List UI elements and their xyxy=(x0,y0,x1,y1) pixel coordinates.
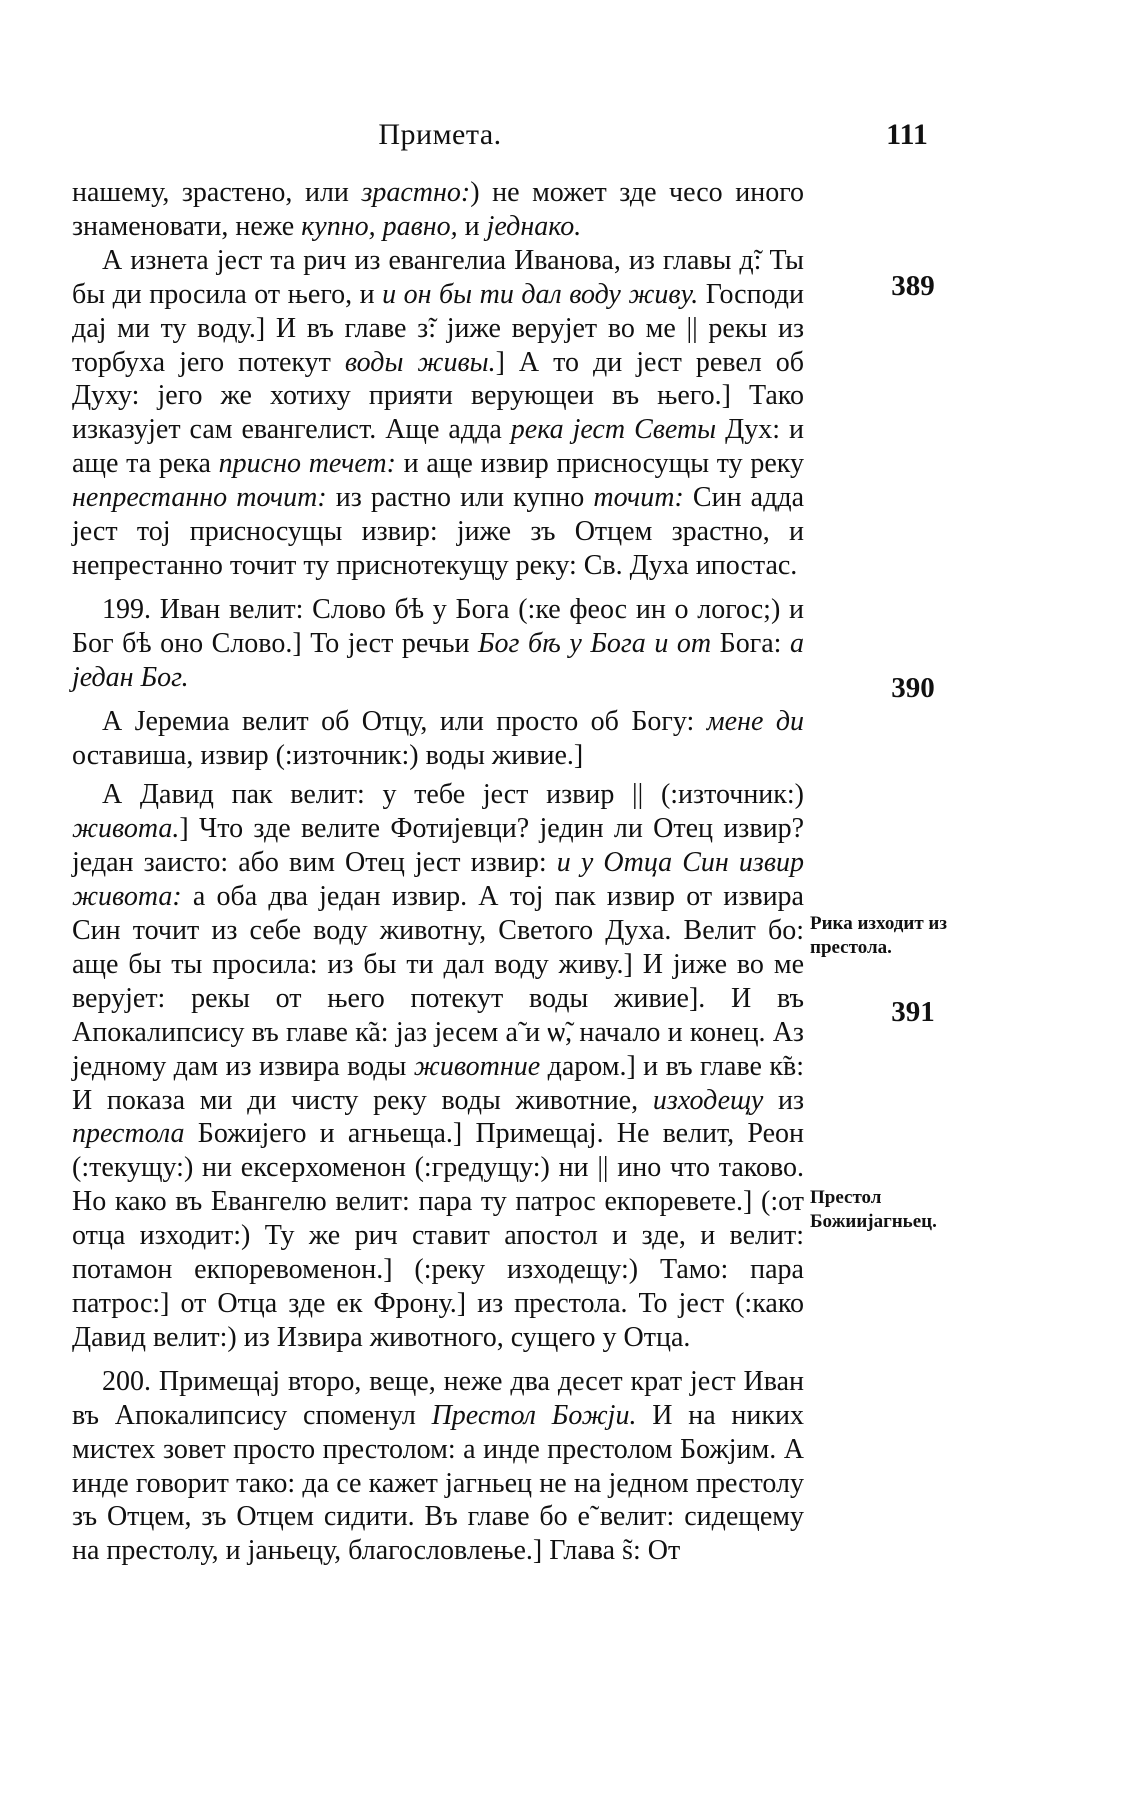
margin-number-389: 389 xyxy=(891,270,935,302)
running-title: Примета. xyxy=(378,118,502,151)
margin-number-390: 390 xyxy=(891,672,935,704)
paragraph-199: 199. Иван велит: Слово бѣ у Бога (:ке феос ин о логос;) и Бог бѣ оно Слово.] То јест речьи Бог бѣ у Бога и от Бога: а један Бог. xyxy=(72,593,804,693)
paragraph-200: 200. Примещај второ, веще, неже два десет крат јест Иван въ Апокалипсису споменул Престол Божји. И на никих мистех зовет просто престолом: а инде престолом Божјим. А инде говорит тако: да се кажет јагньец не на једном престолу зъ Отцем, зъ Отцем сидити. Въ главе бо е̃ велит: сидещему на престолу, и јаньецу, благословлење.] Глава s̃: От xyxy=(72,1365,804,1567)
paragraph-david: А Давид пак велит: у тебе јест извир || (:източник:) живота.] Что зде велите Фотијевци? једин ли Отец извир? један заисто: або вим Отец јест извир: и у Отца Син извир живота: а оба два један извир. А тој пак извир от извира Син точит из себе воду животну, Светого Духа. Велит бо: аще бы ты просила: из бы ти дал воду живу.] И јиже во ме верујет: рекы от њего потекут воды живие]. И въ Апокалипсису въ главе к̃а: јаз јесем а̃ и ѡ̃, начало и конец. Аз једному дам из извира воды животние даром.] и въ главе к̃в: И показа ми ди чисту реку воды животние, изходещу из престола Божијего и агньеща.] Примещај. Не велит, Реон (:текущу:) ни ексерхоменон (:гредущу:) ни || ино что таково. Но како въ Евангелю велит: пара ту патрос екпоревете.] (:от отца изходит:) Ту же рич ставит апостол и зде, и велит: потамон екпоревоменон.] (:реку изходещу:) Тамо: пара патрос:] от Отца зде ек Фрону.] из престола. То јест (:како Давид велит:) из Извира животного, сущего у Отца. xyxy=(72,779,805,1353)
page-number: 111 xyxy=(886,118,928,151)
paragraph-continuation: нашему, зрастено, или зрастно:) не может зде чесо иного знаменовати, неже купно, равно, и једнако. xyxy=(72,177,804,242)
side-note-prestol: Престол Божиијагньец. xyxy=(810,1187,937,1232)
paragraph-jeremia: А Јеремиа велит об Отцу, или просто об Богу: мене ди оставиша, извир (:източник:) воды живие.] xyxy=(72,705,805,771)
main-text xyxy=(72,176,804,1568)
margin-number-391: 391 xyxy=(891,996,935,1028)
side-note-rika: Рика изходит из престола. xyxy=(810,913,947,958)
paragraph-evangelie: А изнета јест та рич из евангелиа Иванова, из главы д̃: Ты бы ди просила от њего, и и он бы ти дал воду живу. Господи дај ми ту воду.] И въ главе з̃: јиже верујет во ме || рекы из торбуха јего потекут воды живы.] А то ди јест ревел об Духу: јего же хотиху прияти верующеи въ њего.] Тако изказујет сам евангелист. Аще адда река јест Светы Дух: и аще та река присно течет: и аще извир присносущы ту реку непрестанно точит: из растно или купно точит: Син адда јест тој присносущы извир: јиже зъ Отцем зрастно, и непрестанно точит ту приснотекущу реку: Св. Духа ипостас. xyxy=(72,244,805,581)
